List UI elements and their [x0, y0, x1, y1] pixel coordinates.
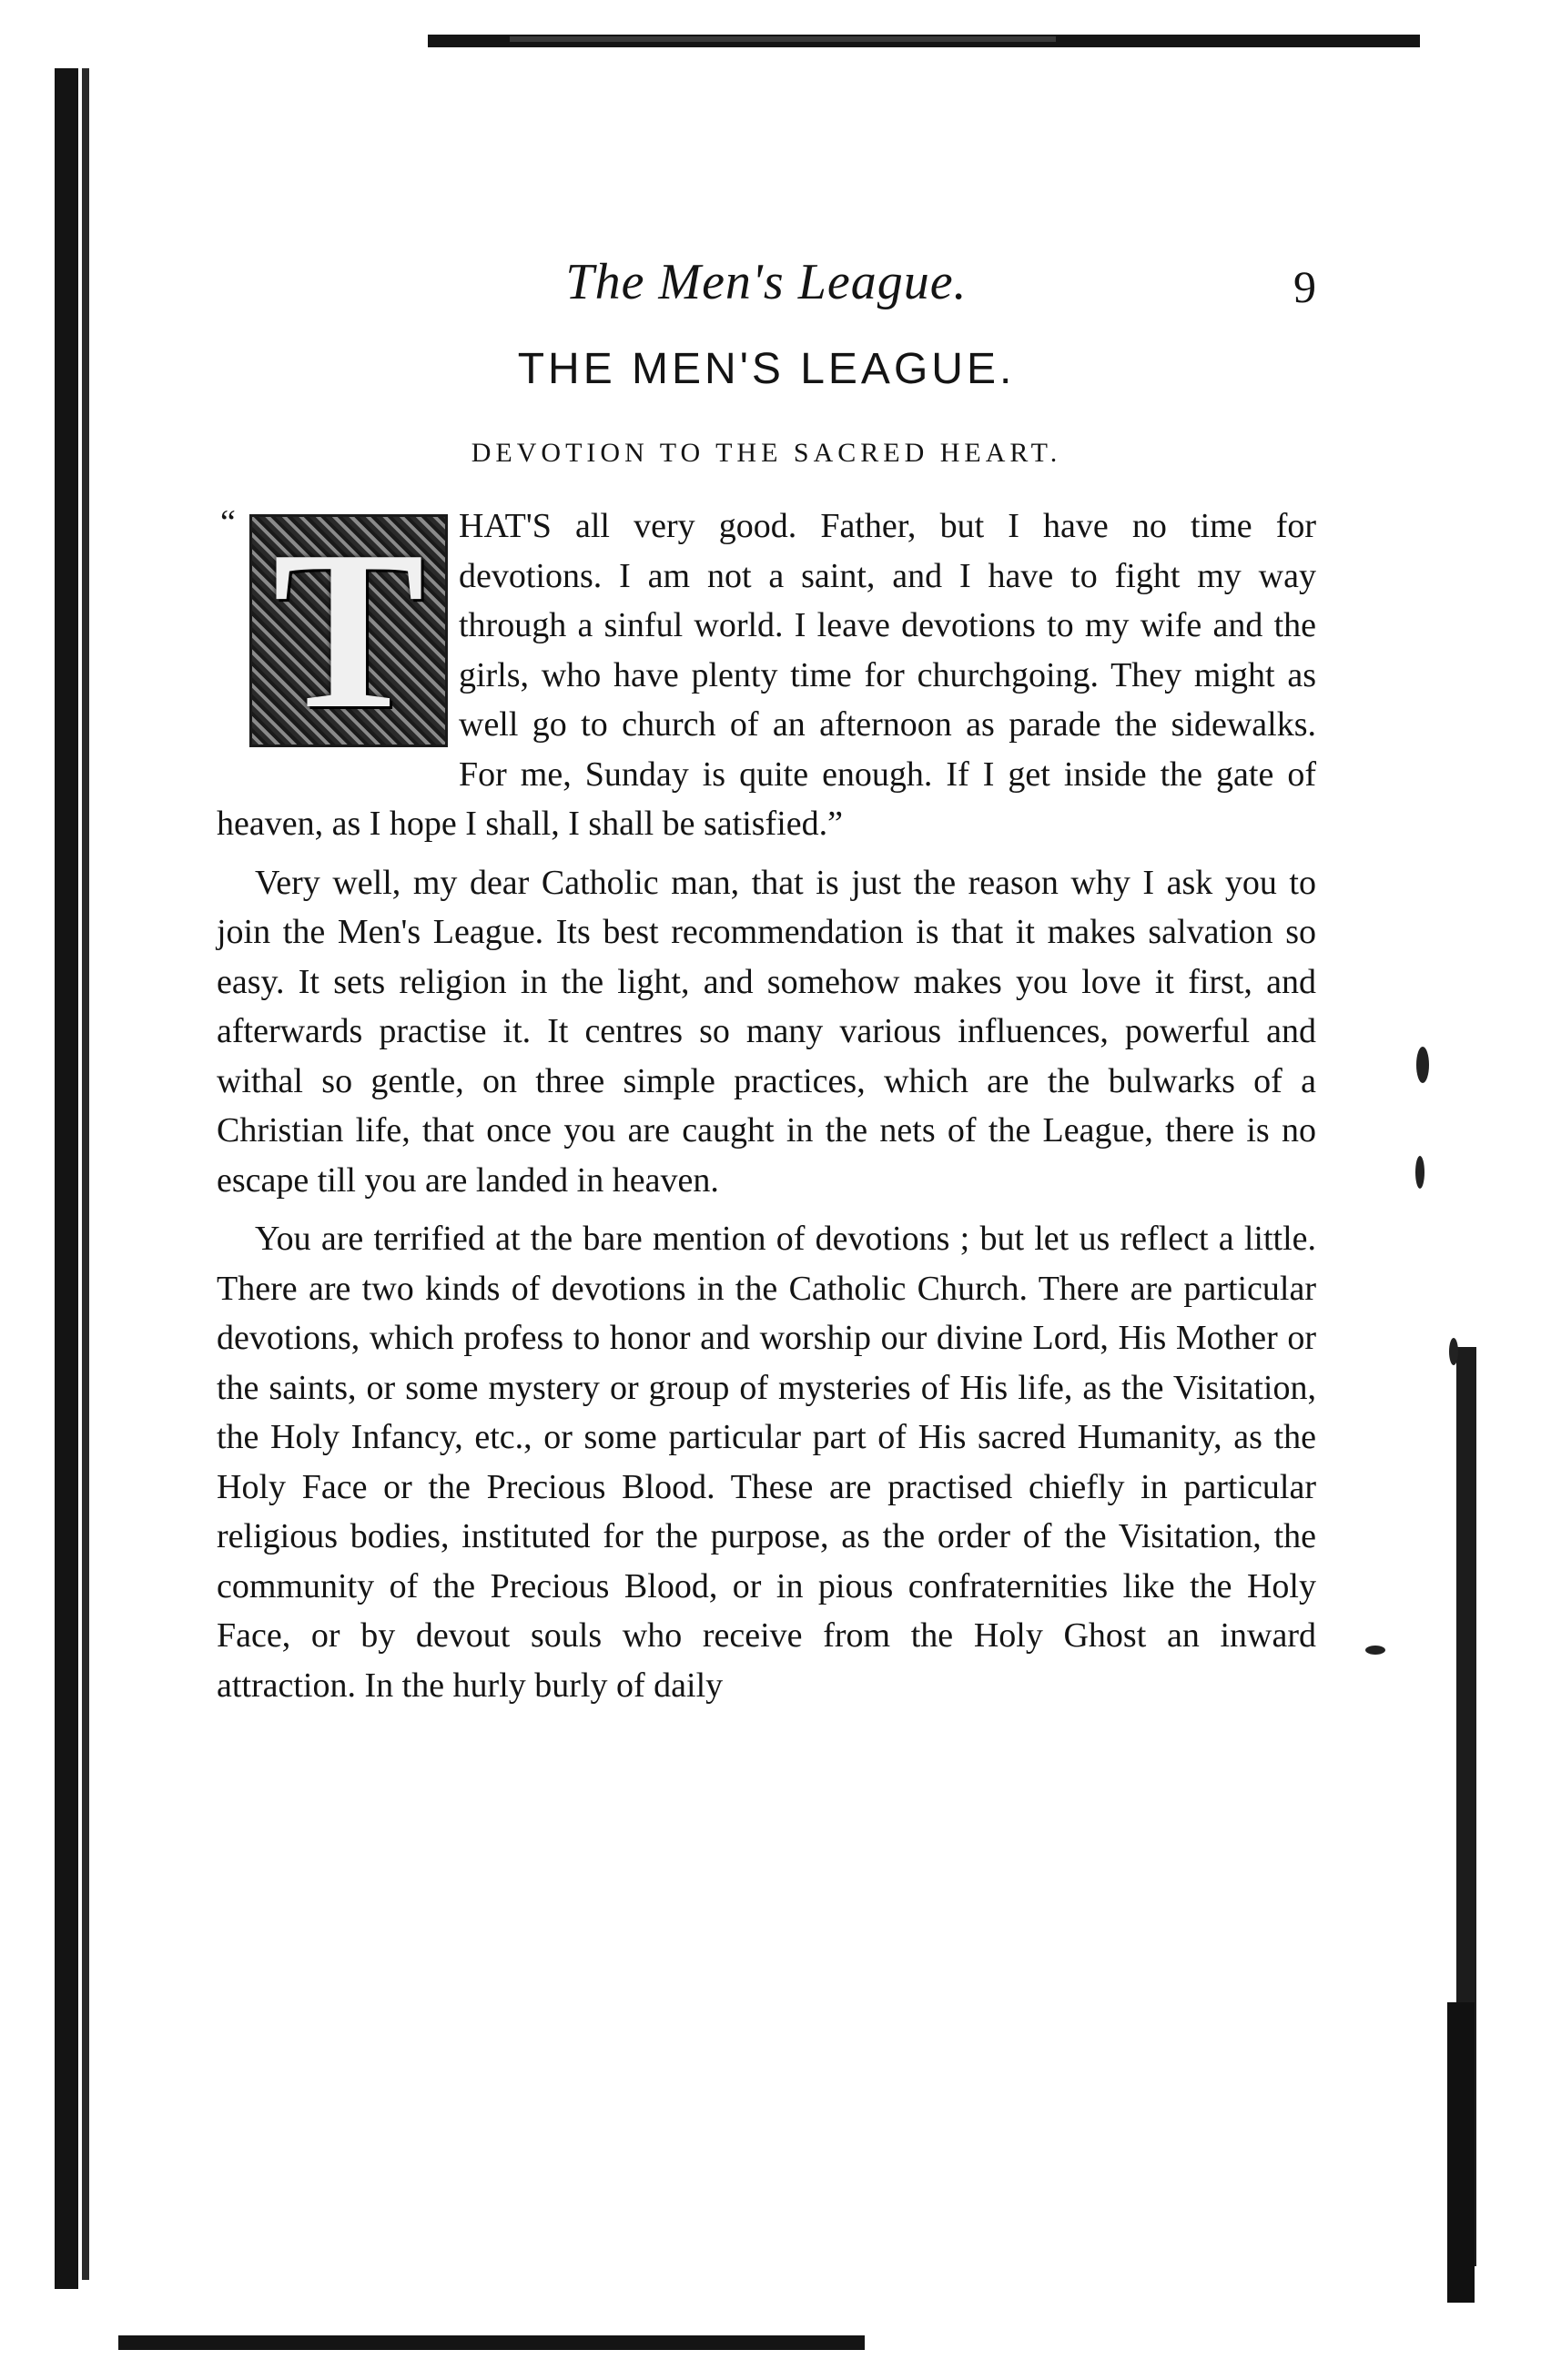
scan-speck	[1415, 1156, 1424, 1189]
body-text	[217, 501, 1316, 1710]
page-number: 9	[1293, 261, 1316, 312]
ornamental-drop-cap	[249, 504, 448, 756]
book-page	[217, 246, 1316, 1719]
chapter-subtitle: DEVOTION TO THE SACRED HEART.	[471, 438, 1062, 468]
running-head: The Men's League.	[565, 254, 968, 310]
chapter-title: THE MEN'S LEAGUE.	[517, 345, 1016, 393]
paragraph: You are terrified at the bare mention of devotions ; but let us reflect a little. There are two kinds of devotions in the Catholic Church. There are particular devotions, which profess to honor and worship our divine Lord, His Mother or the saints, or some mystery or group of mysteries of His life, as the Visitation, the Holy Infancy, etc., or some particular part of His sacred Humanity, as the Holy Face or the Precious Blood. These are practised chiefly in particular religious bodies, instituted for the purpose, as the order of the Visitation, the community of the Precious Blood, or in pious confraternities like the Holy Face, or by devout souls who receive from the Holy Ghost an inward attraction. In the hurly burly of daily	[217, 1220, 1316, 1705]
opening-quote: “	[220, 503, 236, 542]
drop-cap-letter: T	[272, 504, 425, 756]
drop-cap-block	[217, 505, 444, 755]
scan-speck	[1449, 1338, 1458, 1365]
scan-edge-right-lower	[1447, 2002, 1475, 2303]
page-header	[217, 246, 1316, 319]
scan-edge-left-inner	[82, 68, 89, 2280]
scan-edge-bottom	[118, 2335, 865, 2350]
paragraph: HAT'S all very good. Father, but I have no time for devotions. I am not a saint, and I have to fight my way through a sinful world. I leave devotions to my wife and the girls, who have plenty time for churchgoing. They might as well go to church of an afternoon as parade the sidewalks. For me, Sunday is quite enough. If I get inside the gate of heaven, as I hope I shall, I shall be satisfied.”	[217, 507, 1316, 843]
scan-edge-top-inner	[510, 36, 1056, 42]
scan-edge-left	[55, 68, 78, 2289]
paragraph: Very well, my dear Catholic man, that is just the reason why I ask you to join the Men's League. Its best recommendation is that it makes salvation so easy. It sets religion in the light, and somehow makes you love it first, and afterwards practise it. It centres so many various influences, powerful and withal so gentle, on three simple practices, which are the bulwarks of a Christian life, that once you are caught in the nets of the League, there is no escape till you are landed in heaven.	[217, 863, 1316, 1200]
scan-speck	[1416, 1047, 1429, 1083]
scan-speck	[1365, 1646, 1385, 1655]
